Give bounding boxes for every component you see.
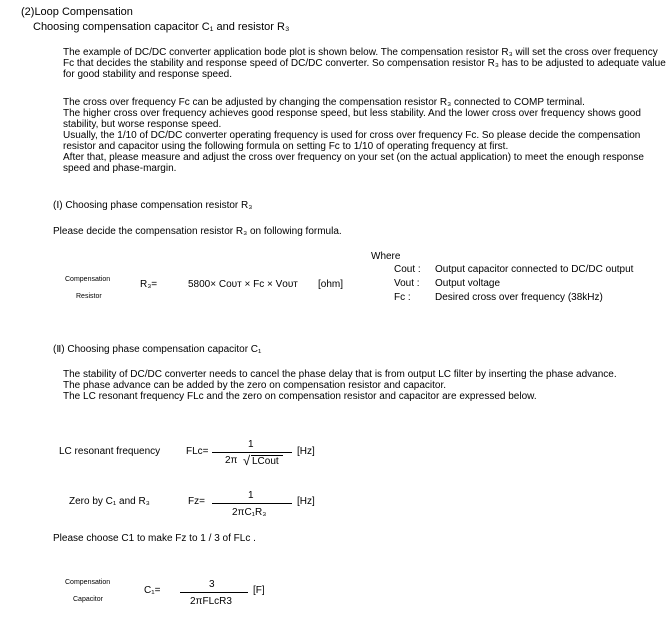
paragraph-phase-advance bbox=[63, 369, 663, 402]
formula3-unit: [F] bbox=[253, 585, 265, 596]
text-line: The example of DC/DC converter application bode plot is shown below. The compensation resistor R₃ will set the cross over frequency bbox=[63, 47, 658, 58]
def-vout-desc: Output voltage bbox=[435, 278, 501, 289]
formula1-unit: [Hz] bbox=[297, 446, 315, 457]
def-vout-symbol: Vout : bbox=[394, 278, 420, 289]
text-line: Usually, the 1/10 of DC/DC converter operating frequency is used for cross over frequency Fc. So please decide the compensation bbox=[63, 130, 641, 141]
formula3-label-compensation: Compensation bbox=[65, 579, 111, 586]
formula2-unit: [Hz] bbox=[297, 496, 315, 507]
text-line: speed and phase-margin. bbox=[63, 163, 177, 174]
formula1-numerator: 1 bbox=[248, 439, 254, 450]
formula1-lhs: FLc= bbox=[186, 446, 209, 457]
text-line: Fc that decides the stability and response speed of DC/DC converter. So compensation resistor R₃ has to be adjusted to adequate value bbox=[63, 58, 666, 69]
def-cout-symbol: Cout : bbox=[394, 264, 421, 275]
section1-title: (Ⅰ) Choosing phase compensation resistor R₃ bbox=[53, 200, 253, 211]
formula-r3-lhs: R₃= bbox=[140, 279, 158, 290]
def-fc-desc: Desired cross over frequency (38kHz) bbox=[435, 292, 603, 303]
section1-intro: Please decide the compensation resistor R₃ on following formula. bbox=[53, 226, 342, 237]
text-line: The cross over frequency Fc can be adjusted by changing the compensation resistor R₃ connected to COMP terminal. bbox=[63, 97, 585, 108]
sqrt-icon: √ bbox=[243, 453, 251, 468]
formula3-numerator: 3 bbox=[209, 579, 215, 590]
paragraph-crossover bbox=[63, 97, 663, 174]
formula-label-resistor: Resistor bbox=[76, 293, 102, 300]
choose-c1-note: Please choose C1 to make Fz to 1 / 3 of FLc . bbox=[53, 533, 256, 544]
formula1-den-radicand: LCout bbox=[252, 456, 279, 467]
text-line: After that, please measure and adjust the cross over frequency on your set (on the actual application) to meet the enough response bbox=[63, 152, 644, 163]
def-cout-desc: Output capacitor connected to DC/DC output bbox=[435, 264, 634, 275]
formula2-lhs: Fz= bbox=[188, 496, 205, 507]
formula2-fraction-bar bbox=[212, 503, 292, 504]
formula-label-compensation: Compensation bbox=[65, 276, 111, 283]
formula1-den-prefix: 2π bbox=[225, 455, 238, 466]
formula-r3-expression: 5800× Cᴏᴜᴛ × Fc × Vᴏᴜᴛ bbox=[188, 279, 298, 290]
formula3-label-capacitor: Capacitor bbox=[73, 596, 103, 603]
paragraph-bode-intro bbox=[63, 47, 666, 80]
text-line: stability, but worse response speed. bbox=[63, 119, 222, 130]
text-line: The stability of DC/DC converter needs to cancel the phase delay that is from output LC filter by inserting the phase advance. bbox=[63, 369, 617, 380]
formula-r3-unit: [ohm] bbox=[318, 279, 344, 290]
formula2-numerator: 1 bbox=[248, 490, 254, 501]
def-fc-symbol: Fc : bbox=[394, 292, 411, 303]
text-line: The LC resonant frequency FLc and the zero on compensation resistor and capacitor are expressed below. bbox=[63, 391, 537, 402]
formula1-label: LC resonant frequency bbox=[59, 446, 161, 457]
text-line: resistor and capacitor using the following formula on setting Fc to 1/10 of operating frequency at first. bbox=[63, 141, 509, 152]
formula1-fraction-bar bbox=[212, 452, 292, 453]
text-line: The phase advance can be added by the zero on compensation resistor and capacitor. bbox=[63, 380, 447, 391]
section2-title: (Ⅱ) Choosing phase compensation capacitor C₁ bbox=[53, 344, 262, 355]
subsection-heading: Choosing compensation capacitor C₁ and resistor R₃ bbox=[33, 21, 290, 33]
formula3-lhs: C₁= bbox=[144, 585, 161, 596]
formula3-fraction-bar bbox=[180, 592, 248, 593]
formula2-denominator: 2πC₁R₃ bbox=[232, 507, 267, 518]
formula3-denominator: 2πFLcR3 bbox=[190, 596, 232, 607]
formula2-label: Zero by C₁ and R₃ bbox=[69, 496, 150, 507]
text-line: for good stability and response speed. bbox=[63, 69, 232, 80]
section-heading: (2)Loop Compensation bbox=[21, 6, 133, 18]
where-label: Where bbox=[371, 251, 401, 262]
text-line: The higher cross over frequency achieves good response speed, but less stability. And the lower cross over frequency shows good bbox=[63, 108, 641, 119]
